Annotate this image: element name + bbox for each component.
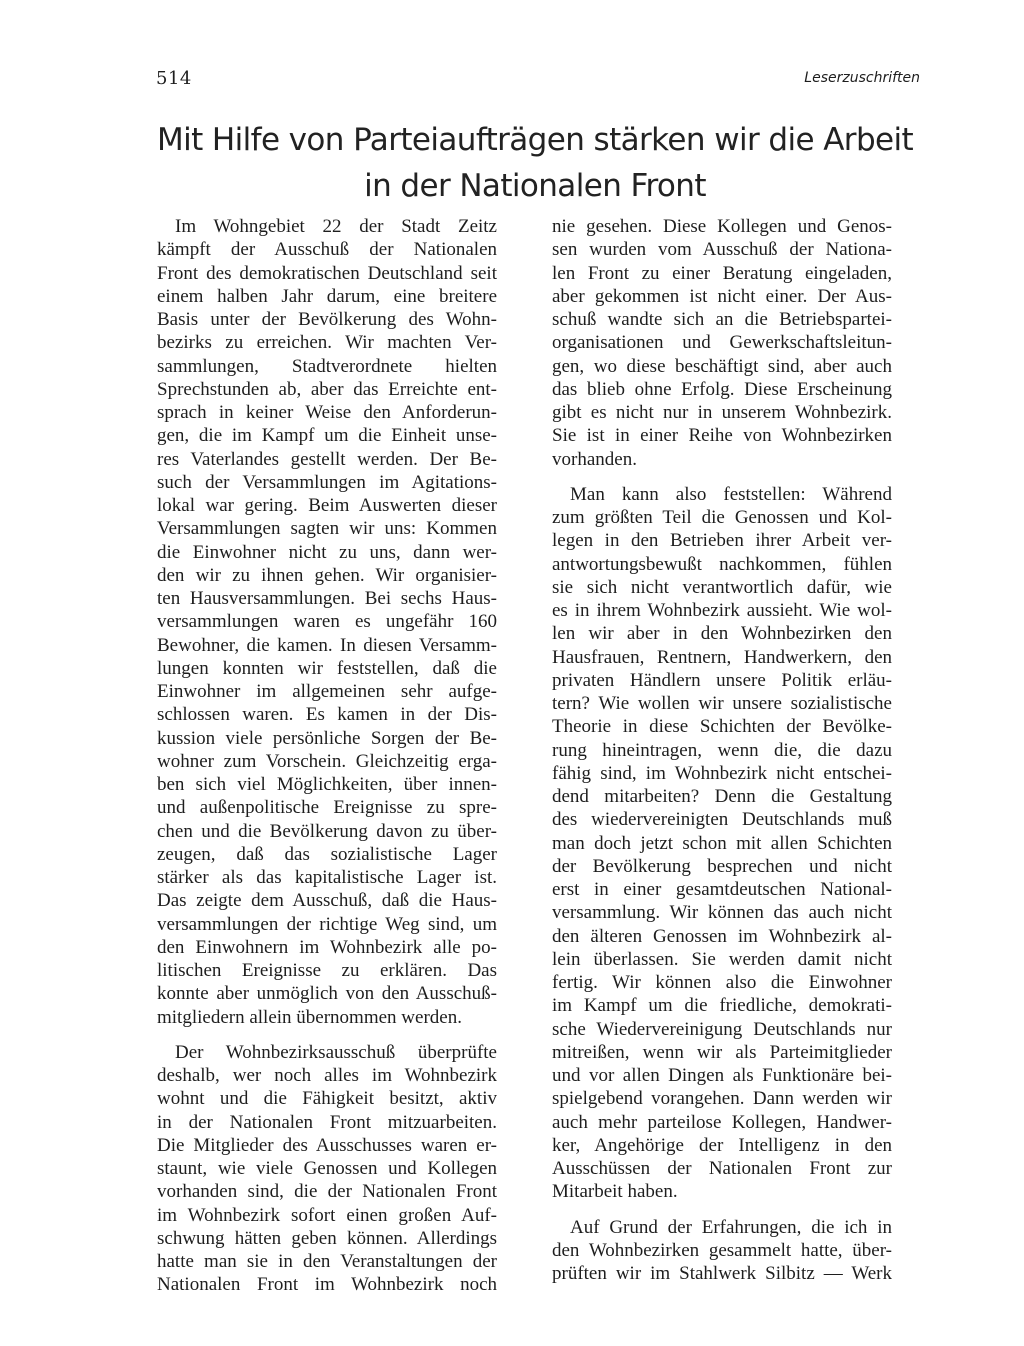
text-line: stärker als das kapitalistische Lager ist. (157, 867, 497, 888)
text-line: such der Versammlungen im Agitations- (157, 471, 497, 493)
page-number: 514 (156, 68, 192, 89)
text-line: schlossen waren. Es kamen in der Dis- (157, 704, 497, 726)
text-line: lein überlassen. Sie werden damit nicht (552, 948, 892, 970)
running-head: Leserzuschriften (804, 70, 920, 86)
text-line: sammlungen, Stadtverordnete hielten (157, 355, 497, 377)
text-line: Auf Grund der Erfahrungen, die ich in (570, 1216, 892, 1238)
text-line: den wir zu ihnen gehen. Wir organisier- (157, 564, 497, 586)
text-line: versammlungen waren es ungefähr 160 (157, 611, 497, 633)
text-line: kussion viele persönliche Sorgen der Be- (157, 727, 497, 749)
text-line: versammlung. Wir können das auch nicht (552, 902, 892, 924)
text-line: spielgebend vorangehen. Dann werden wir (552, 1088, 892, 1110)
text-line: es in ihrem Wohnbezirk aussieht. Wie wol- (552, 600, 892, 621)
text-line: Ausschüssen der Nationalen Front zur (552, 1158, 892, 1179)
text-line: Hausfrauen, Rentnern, Handwerkern, den (552, 646, 892, 668)
text-line: Versammlungen sagten wir uns: Kommen (157, 518, 497, 540)
text-line: deshalb, wer noch alles im Wohnbezirk (157, 1065, 497, 1086)
text-line: die Einwohner nicht zu uns, dann wer- (157, 541, 497, 563)
text-line: prüften wir im Stahlwerk Silbitz — Werk (552, 1263, 892, 1284)
text-line: Bewohner, die kamen. In diesen Versamm- (157, 634, 497, 656)
article-title-line-2: in der Nationalen Front (364, 168, 706, 204)
text-line: aber gekommen ist nicht einer. Der Aus- (552, 285, 892, 307)
text-line: Der Wohnbezirksausschuß überprüfte (175, 1041, 497, 1063)
text-line: mitgliedern allein übernommen werden. (157, 1006, 462, 1028)
text-line: wohner zum Vorschein. Gleichzeitig erga- (157, 750, 497, 772)
paragraph (157, 215, 497, 1029)
text-line: gen, wo diese beschäftigt sind, aber auch (552, 355, 892, 377)
text-line: vorhanden. (552, 448, 637, 470)
text-line: mitreißen, wenn wir als Parteimitglieder (552, 1041, 892, 1063)
article-title (150, 117, 920, 209)
text-line: dend mitarbeiten? Denn die Gestaltung (552, 786, 892, 807)
paragraph (552, 1216, 892, 1286)
text-line: das blieb ohne Erfolg. Diese Erscheinung (552, 378, 892, 400)
text-line: litischen Ereignisse zu erklären. Das (157, 960, 497, 981)
text-line: in der Nationalen Front mitzuarbeiten. (157, 1111, 497, 1133)
text-line: tern? Wie wollen wir unsere sozialistische (552, 693, 892, 714)
text-line: len wir aber in den Wohnbezirken den (552, 623, 892, 645)
text-line: staunt, wie viele Genossen und Kollegen (157, 1158, 497, 1179)
text-line: sche Wiedervereinigung Deutschlands nur (552, 1018, 892, 1040)
text-line: Das zeigte dem Ausschuß, daß die Haus- (157, 890, 497, 912)
text-line: einem halben Jahr darum, eine breitere (157, 285, 497, 307)
paragraph (157, 1041, 497, 1297)
text-line: konnte aber unmöglich von den Ausschuß- (157, 983, 497, 1005)
text-line: erst in einer gesamtdeutschen National- (552, 879, 892, 900)
paragraph (552, 483, 892, 1204)
text-line: den älteren Genossen im Wohnbezirk al- (552, 925, 892, 947)
text-line: ker, Angehörige der Intelligenz in den (552, 1134, 892, 1156)
text-line: ten Hausversammlungen. Bei sechs Haus- (157, 588, 497, 609)
text-line: versammlungen der richtige Weg sind, um (157, 913, 497, 935)
paragraph (552, 215, 892, 471)
text-line: res Vaterlandes gestellt werden. Der Be- (157, 448, 497, 470)
text-line: den Einwohnern im Wohnbezirk alle po- (157, 936, 497, 958)
text-line: fähig sind, im Wohnbezirk nicht entschei- (552, 762, 892, 784)
text-column-left (157, 215, 497, 1297)
text-line: im Wohnbezirk sofort einen großen Auf- (157, 1204, 497, 1226)
text-line: und außenpolitische Ereignisse zu spre- (157, 797, 497, 819)
text-line: des wiedervereinigten Deutschlands muß (552, 809, 892, 831)
article-title-line-1: Mit Hilfe von Parteiaufträgen stärken wir die Arbeit (156, 122, 914, 158)
text-line: im Kampf um die friedliche, demokrati- (552, 995, 892, 1017)
text-line: Nationalen Front im Wohnbezirk noch (157, 1274, 497, 1296)
text-line: antwortungsbewußt nachkommen, fühlen (552, 553, 892, 575)
text-line: rung hineintragen, wenn die, die dazu (552, 739, 892, 761)
text-line: Sie ist in einer Reihe von Wohnbezirken (552, 425, 892, 447)
text-line: wohnt und die Fähigkeit besitzt, aktiv (157, 1088, 497, 1110)
text-line: lungen konnten wir feststellen, daß die (157, 657, 497, 679)
text-line: sie sich nicht verantwortlich dafür, wie (552, 576, 892, 598)
text-line: fertig. Wir können also die Einwohner (552, 972, 892, 993)
text-line: vorhanden sind, die der Nationalen Front (157, 1181, 497, 1203)
text-line: man doch jetzt schon mit allen Schichten (552, 832, 892, 854)
text-line: Basis unter der Bevölkerung des Wohn- (157, 309, 497, 330)
text-line: kämpft der Ausschuß der Nationalen (157, 239, 497, 261)
text-line: hatte man sie in den Veranstaltungen der (157, 1251, 497, 1272)
text-line: Man kann also feststellen: Während (570, 483, 892, 505)
text-line: Mitarbeit haben. (552, 1181, 678, 1203)
text-line: organisationen und Gewerkschaftsleitun- (552, 332, 892, 354)
text-line: gen, die im Kampf um die Einheit unse- (157, 425, 497, 447)
text-line: privaten Händlern unsere Politik erläu- (552, 669, 892, 691)
text-line: Front des demokratischen Deutschland seit (157, 262, 497, 284)
text-line: len Front zu einer Beratung eingeladen, (552, 262, 892, 284)
text-line: Die Mitglieder des Ausschusses waren er- (157, 1134, 497, 1156)
text-line: Im Wohngebiet 22 der Stadt Zeitz (175, 216, 497, 237)
text-line: ben sich viel Möglichkeiten, über innen- (157, 774, 497, 795)
text-line: nie gesehen. Diese Kollegen und Genos- (552, 216, 892, 237)
text-line: sprach in keiner Weise den Anforderun- (157, 402, 497, 423)
text-line: bezirks zu erreichen. Wir machten Ver- (157, 332, 497, 354)
text-line: zum größten Teil die Genossen und Kol- (552, 507, 892, 528)
text-line: legen in den Betrieben ihrer Arbeit ver- (552, 530, 892, 552)
text-line: Einwohner im allgemeinen sehr aufge- (157, 681, 497, 702)
text-line: Theorie in diese Schichten der Bevölke- (552, 716, 892, 738)
text-line: auch mehr parteilose Kollegen, Handwer- (552, 1111, 892, 1133)
text-column-right (552, 215, 892, 1285)
text-line: und vor allen Dingen als Funktionäre bei- (552, 1065, 892, 1086)
text-line: gibt es nicht nur in unserem Wohnbezirk. (552, 402, 892, 423)
text-line: Sprechstunden ab, aber das Erreichte ent- (157, 378, 497, 400)
text-line: zeugen, daß das sozialistische Lager (157, 843, 497, 865)
text-line: schwung hätten geben können. Allerdings (157, 1227, 497, 1249)
text-line: schuß wandte sich an die Betriebspartei- (552, 309, 892, 330)
text-line: der Bevölkerung besprechen und nicht (552, 855, 892, 877)
text-line: sen wurden vom Ausschuß der Nationa- (552, 239, 892, 261)
text-line: chen und die Bevölkerung davon zu über- (157, 820, 497, 842)
text-line: den Wohnbezirken gesammelt hatte, über- (552, 1239, 892, 1261)
text-line: lokal war gering. Beim Auswerten dieser (157, 495, 497, 516)
